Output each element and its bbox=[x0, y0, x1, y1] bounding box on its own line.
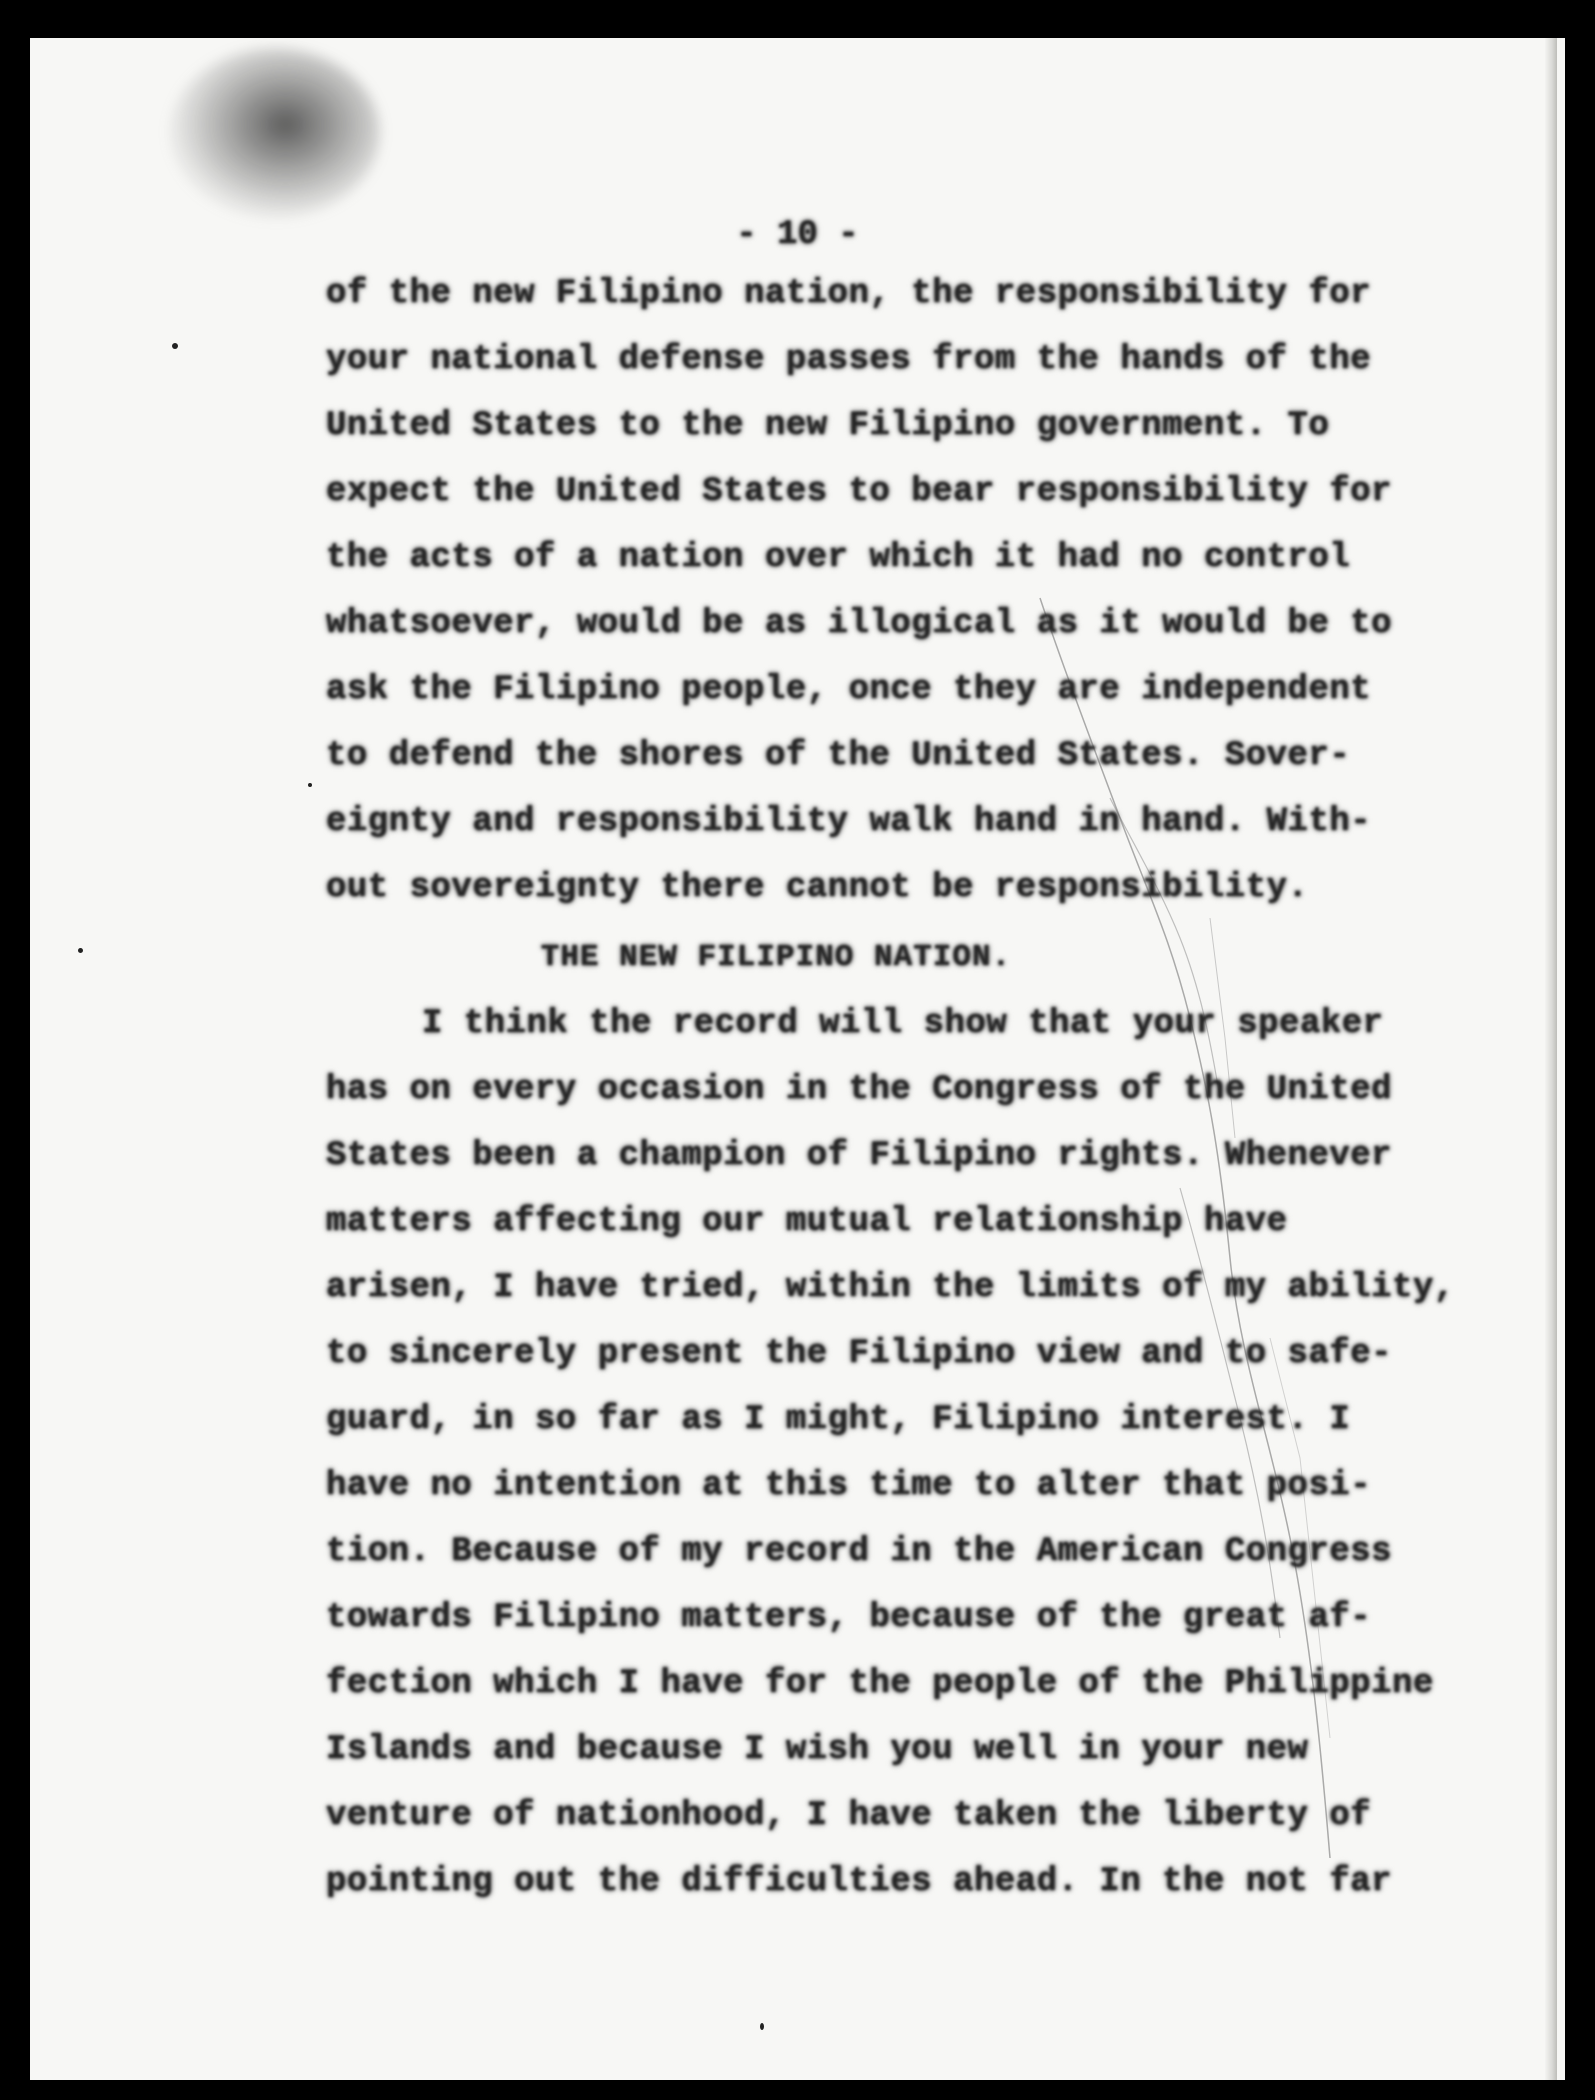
speck bbox=[760, 2023, 764, 2030]
text-line: eignty and responsibility walk hand in hand. With- bbox=[326, 803, 1372, 841]
speck bbox=[78, 948, 83, 953]
text-line: United States to the new Filipino government. To bbox=[326, 407, 1330, 445]
speck bbox=[308, 783, 312, 787]
text-line: to sincerely present the Filipino view and to safe- bbox=[326, 1335, 1393, 1373]
text-line: guard, in so far as I might, Filipino interest. I bbox=[326, 1401, 1351, 1439]
speck bbox=[172, 343, 178, 349]
document-page bbox=[30, 38, 1565, 2080]
scan-border-top bbox=[0, 0, 1595, 40]
text-line: to defend the shores of the United States. Sover- bbox=[326, 737, 1351, 775]
text-line: fection which I have for the people of the Philippine bbox=[326, 1665, 1434, 1703]
text-line: matters affecting our mutual relationship have bbox=[326, 1203, 1288, 1241]
scan-border-right bbox=[1565, 0, 1595, 2100]
page-number: - 10 - bbox=[736, 216, 859, 254]
text-line: of the new Filipino nation, the responsibility for bbox=[326, 275, 1372, 313]
text-line: arisen, I have tried, within the limits of my ability, bbox=[326, 1269, 1455, 1307]
text-line: towards Filipino matters, because of the great af- bbox=[326, 1599, 1372, 1637]
page-edge-shadow bbox=[1545, 38, 1557, 2080]
text-line: your national defense passes from the hands of the bbox=[326, 341, 1372, 379]
text-line: out sovereignty there cannot be responsibility. bbox=[326, 869, 1309, 907]
text-line: the acts of a nation over which it had no control bbox=[326, 539, 1351, 577]
scan-border-left bbox=[0, 0, 30, 2100]
text-line: has on every occasion in the Congress of the United bbox=[326, 1071, 1393, 1109]
body-text bbox=[326, 233, 1455, 1915]
text-line: States been a champion of Filipino rights. Whenever bbox=[326, 1137, 1393, 1175]
ink-smudge bbox=[170, 48, 380, 218]
text-line: Islands and because I wish you well in your new bbox=[326, 1731, 1309, 1769]
text-line: have no intention at this time to alter that posi- bbox=[326, 1467, 1372, 1505]
text-line: pointing out the difficulties ahead. In the not far bbox=[326, 1863, 1393, 1901]
text-line: whatsoever, would be as illogical as it would be to bbox=[326, 605, 1393, 643]
text-line: tion. Because of my record in the American Congress bbox=[326, 1533, 1393, 1571]
text-line: ask the Filipino people, once they are independent bbox=[326, 671, 1372, 709]
text-line: I think the record will show that your speaker bbox=[422, 1005, 1384, 1043]
section-heading: THE NEW FILIPINO NATION. bbox=[540, 940, 1012, 975]
scan-border-bottom bbox=[0, 2080, 1595, 2100]
text-line: venture of nationhood, I have taken the liberty of bbox=[326, 1797, 1372, 1835]
text-line: expect the United States to bear responsibility for bbox=[326, 473, 1393, 511]
